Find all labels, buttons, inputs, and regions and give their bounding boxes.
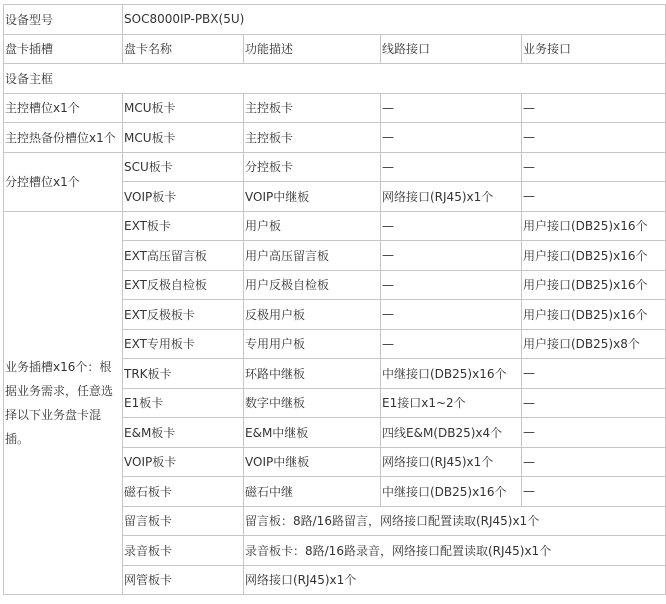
line-interface: — <box>381 93 522 123</box>
card-name: MCU板卡 <box>123 123 244 153</box>
service-interface: — <box>522 477 666 507</box>
card-function: 用户反极自检板 <box>244 270 381 300</box>
service-interface: 用户接口(DB25)x16个 <box>522 241 666 271</box>
card-function: 主控板卡 <box>244 93 381 123</box>
card-function: 数字中继板 <box>244 388 381 418</box>
service-interface: — <box>522 152 666 182</box>
model-row <box>4 5 666 35</box>
line-interface: — <box>381 241 522 271</box>
card-function: 专用用户板 <box>244 329 381 359</box>
card-name: E1板卡 <box>123 388 244 418</box>
line-interface: — <box>381 123 522 153</box>
card-description: 录音板卡：8路/16路录音，网络接口配置读取(RJ45)x1个 <box>244 536 666 566</box>
header-line-interface: 线路接口 <box>381 34 522 64</box>
card-description: 留言板：8路/16路留言，网络接口配置读取(RJ45)x1个 <box>244 506 666 536</box>
service-interface: — <box>522 447 666 477</box>
line-interface: 网络接口(RJ45)x1个 <box>381 447 522 477</box>
header-service-interface: 业务接口 <box>522 34 666 64</box>
card-name: E&M板卡 <box>123 418 244 448</box>
line-interface: 网络接口(RJ45)x1个 <box>381 182 522 212</box>
card-name: EXT板卡 <box>123 211 244 241</box>
card-function: 反极用户板 <box>244 300 381 330</box>
line-interface: 中继接口(DB25)x16个 <box>381 477 522 507</box>
card-function: VOIP中继板 <box>244 447 381 477</box>
card-name: 录音板卡 <box>123 536 244 566</box>
slot-sub: 分控槽位x1个 <box>4 152 123 211</box>
service-interface: — <box>522 93 666 123</box>
section-title: 设备主框 <box>4 64 666 94</box>
line-interface: — <box>381 211 522 241</box>
model-value: SOC8000IP-PBX(5U) <box>123 5 666 35</box>
model-label: 设备型号 <box>4 5 123 35</box>
card-name: 磁石板卡 <box>123 477 244 507</box>
service-interface: — <box>522 388 666 418</box>
card-name: 网管板卡 <box>123 565 244 595</box>
card-name: EXT高压留言板 <box>123 241 244 271</box>
service-interface: — <box>522 359 666 389</box>
card-name: EXT反极自检板 <box>123 270 244 300</box>
service-interface: — <box>522 418 666 448</box>
service-interface: 用户接口(DB25)x16个 <box>522 211 666 241</box>
line-interface: E1接口x1~2个 <box>381 388 522 418</box>
slot-main: 主控槽位x1个 <box>4 93 123 123</box>
header-function: 功能描述 <box>244 34 381 64</box>
header-card-name: 盘卡名称 <box>123 34 244 64</box>
line-interface: 四线E&M(DB25)x4个 <box>381 418 522 448</box>
card-function: 主控板卡 <box>244 123 381 153</box>
service-interface: 用户接口(DB25)x16个 <box>522 300 666 330</box>
card-name: VOIP板卡 <box>123 182 244 212</box>
card-name: 留言板卡 <box>123 506 244 536</box>
header-row <box>4 34 666 64</box>
line-interface: — <box>381 270 522 300</box>
card-name: TRK板卡 <box>123 359 244 389</box>
service-interface: — <box>522 123 666 153</box>
card-name: MCU板卡 <box>123 93 244 123</box>
card-name: SCU板卡 <box>123 152 244 182</box>
card-name: EXT专用板卡 <box>123 329 244 359</box>
service-interface: 用户接口(DB25)x8个 <box>522 329 666 359</box>
card-function: 用户板 <box>244 211 381 241</box>
table-row <box>4 123 666 153</box>
section-row <box>4 64 666 94</box>
line-interface: — <box>381 329 522 359</box>
card-name: EXT反极板卡 <box>123 300 244 330</box>
card-function: E&M中继板 <box>244 418 381 448</box>
table-row <box>4 93 666 123</box>
slot-service: 业务插槽x16个：根据业务需求，任意选择以下业务盘卡混插。 <box>4 211 123 595</box>
line-interface: 中继接口(DB25)x16个 <box>381 359 522 389</box>
line-interface: — <box>381 152 522 182</box>
service-interface: — <box>522 182 666 212</box>
card-description: 网络接口(RJ45)x1个 <box>244 565 666 595</box>
card-function: 用户高压留言板 <box>244 241 381 271</box>
card-function: 磁石中继 <box>244 477 381 507</box>
table-row <box>4 152 666 182</box>
card-function: 环路中继板 <box>244 359 381 389</box>
card-function: 分控板卡 <box>244 152 381 182</box>
table-row <box>4 211 666 241</box>
card-function: VOIP中继板 <box>244 182 381 212</box>
card-name: VOIP板卡 <box>123 447 244 477</box>
device-spec-table <box>3 4 666 595</box>
line-interface: — <box>381 300 522 330</box>
header-slot: 盘卡插槽 <box>4 34 123 64</box>
service-interface: 用户接口(DB25)x16个 <box>522 270 666 300</box>
slot-main-backup: 主控热备份槽位x1个 <box>4 123 123 153</box>
